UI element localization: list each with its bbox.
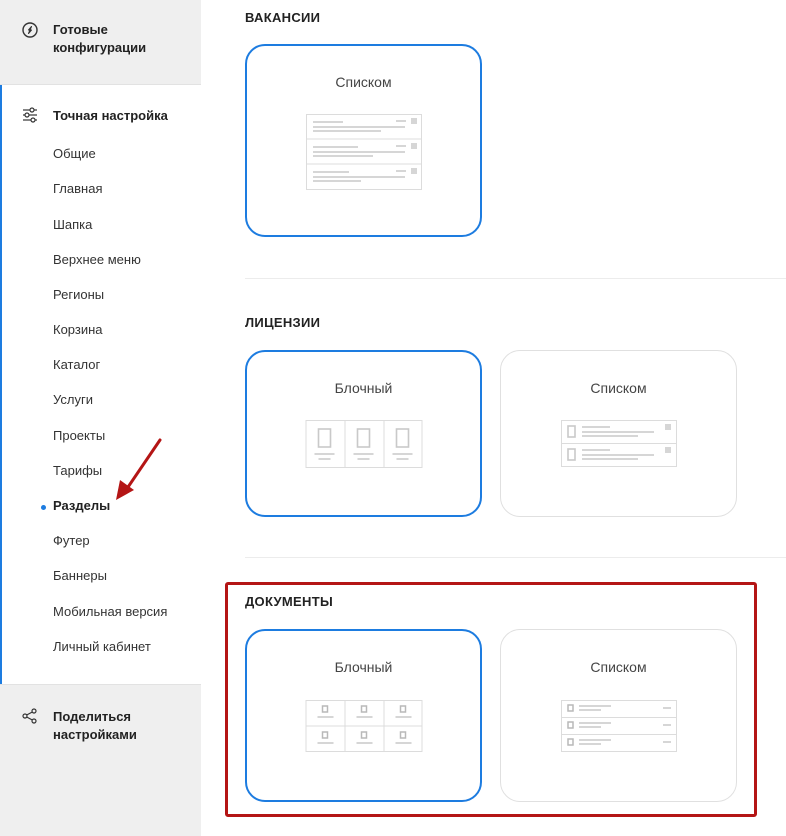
sidebar-item-cart[interactable]: Корзина [53,322,103,337]
option-label: Списком [590,659,647,675]
ready-configs-block[interactable] [0,0,201,85]
licenses-list-option[interactable] [500,350,737,517]
list-preview-icon [561,420,677,467]
section-title-documents: ДОКУМЕНТЫ [245,594,333,609]
sidebar-item-banners[interactable]: Баннеры [53,568,107,583]
sidebar-item-account[interactable]: Личный кабинет [53,639,151,654]
section-divider [245,278,786,279]
vacancies-list-option[interactable] [245,44,482,237]
sidebar-item-footer[interactable]: Футер [53,533,90,548]
sidebar-item-projects[interactable]: Проекты [53,428,106,443]
section-divider [245,557,786,558]
documents-block-option[interactable] [245,629,482,802]
list-preview-icon [561,700,677,752]
sidebar-item-header[interactable]: Шапка [53,217,93,232]
sidebar-item-regions[interactable]: Регионы [53,287,105,302]
option-label: Списком [335,74,392,90]
list-preview-icon [306,114,422,190]
section-title-licenses: ЛИЦЕНЗИИ [245,315,321,330]
sidebar-item-main[interactable]: Главная [53,181,103,196]
compass-icon [21,21,39,39]
sidebar-item-sections[interactable]: Разделы [53,498,111,513]
sidebar-item-mobile[interactable]: Мобильная версия [53,604,168,619]
share-label: Поделиться настройками [53,709,137,742]
documents-list-option[interactable] [500,629,737,802]
active-indicator [41,505,46,510]
fine-tuning-block [0,85,201,684]
sidebar-item-services[interactable]: Услуги [53,392,93,407]
sidebar-item-catalog[interactable]: Каталог [53,357,101,372]
share-block[interactable] [0,684,201,836]
option-label: Блочный [334,380,393,396]
sidebar [0,0,201,836]
grid-preview-icon [305,700,422,752]
fine-tuning-label[interactable]: Точная настройка [53,108,168,123]
sidebar-item-general[interactable]: Общие [53,146,96,161]
share-icon [21,707,39,725]
option-label: Списком [590,380,647,396]
option-label: Блочный [334,659,393,675]
red-arrow-annotation [112,436,166,502]
sidebar-item-top-menu[interactable]: Верхнее меню [53,252,141,267]
section-title-vacancies: ВАКАНСИИ [245,10,321,25]
ready-configs-label: Готовые конфигурации [53,22,147,55]
licenses-block-option[interactable] [245,350,482,517]
grid-preview-icon [305,420,422,468]
sidebar-item-tariffs[interactable]: Тарифы [53,463,103,478]
sliders-icon [21,106,39,124]
